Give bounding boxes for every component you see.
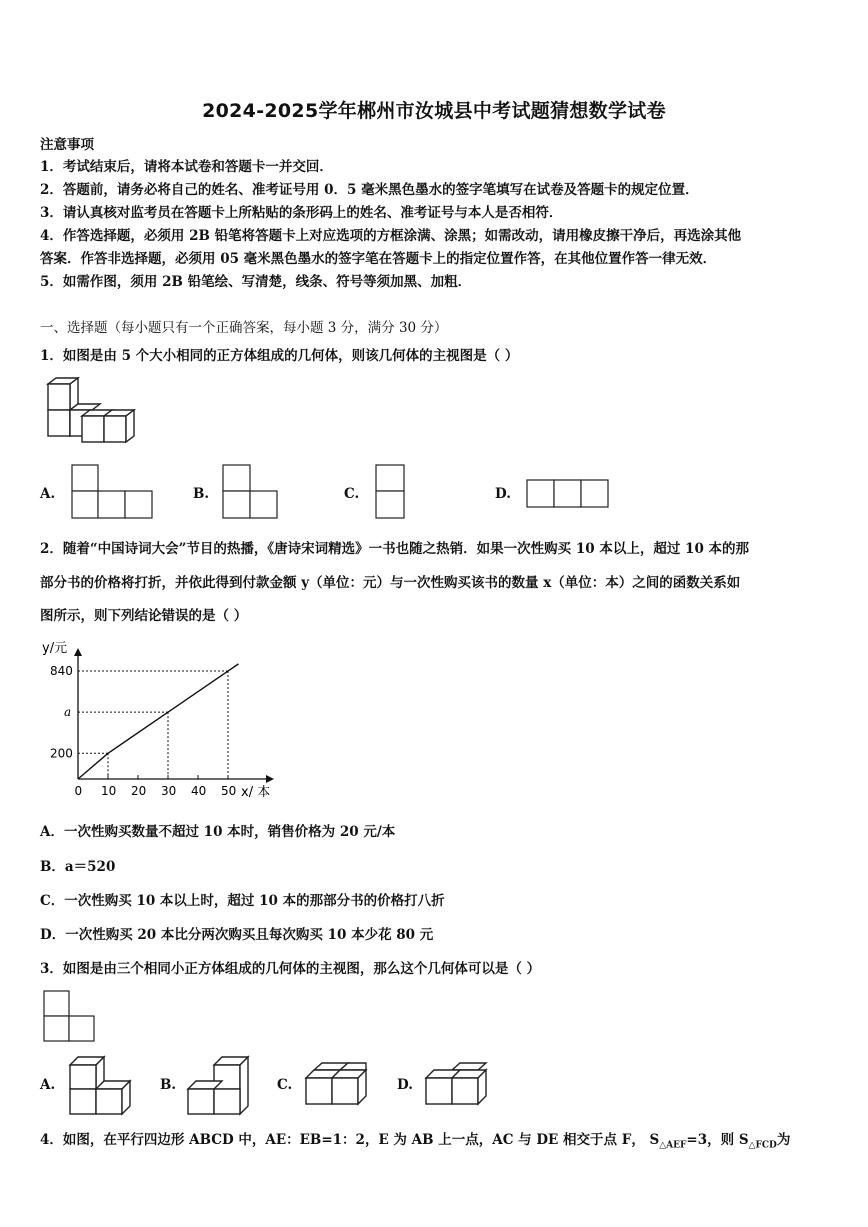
x-tick-label: 40	[191, 784, 207, 798]
y-axis-label: y/元	[42, 641, 68, 656]
page-title: 2024-2025学年郴州市汝城县中考试题猜想数学试卷	[202, 100, 666, 122]
q1-option-a-label: A.	[40, 486, 56, 502]
notice-item-5: 5．如需作图，须用 2B 铅笔绘、写清楚，线条、符号等须加黑、加粗．	[40, 274, 472, 290]
q2-stem-line-1: 2．随着“中国诗词大会”节目的热播，《唐诗宋词精选》一书也随之热销．如果一次性购买 10 本以上，超过 10 本的那	[40, 541, 750, 557]
x-tick-label: 30	[161, 784, 177, 798]
q3-option-d-figure	[424, 1062, 494, 1108]
q1-stem: 1．如图是由 5 个大小相同的正方体组成的几何体，则该几何体的主视图是（ ）	[40, 348, 519, 364]
section-heading: 一、选择题（每小题只有一个正确答案，每小题 3 分，满分 30 分）	[40, 320, 448, 336]
q3-option-c-label: C.	[277, 1077, 293, 1093]
q3-option-b-figure	[186, 1053, 252, 1117]
x-tick-label: 50	[221, 784, 237, 798]
q4-stem	[40, 1128, 790, 1151]
y-tick-label: a	[64, 705, 72, 720]
q4-sub-fcd: △FCD	[748, 1140, 777, 1151]
x-tick-label: 0	[74, 784, 83, 798]
q3-option-a-label: A.	[40, 1077, 56, 1093]
q3-option-b-label: B.	[160, 1077, 177, 1093]
q2-option-a: A．一次性购买数量不超过 10 本时，销售价格为 20 元/本	[40, 824, 396, 840]
q2-stem-line-2: 部分书的价格将打折，并依此得到付款金额 y（单位：元）与一次性购买该书的数量 x（单位：本）之间的函数关系如	[40, 575, 741, 591]
q4-stem-part-a: 4．如图，在平行四边形 ABCD 中，AE：EB=1：2，E 为 AB 上一点，AC 与 DE 相交于点 F， S	[40, 1132, 660, 1148]
q1-option-a-figure	[71, 464, 155, 520]
notice-heading: 注意事项	[40, 137, 94, 153]
q3-option-a-figure	[68, 1053, 134, 1117]
notice-item-4: 4．作答选择题，必须用 2B 铅笔将答题卡上对应选项的方框涂满、涂黑；如需改动，请用橡皮擦干净后，再选涂其他	[40, 228, 742, 244]
q2-option-c: C．一次性购买 10 本以上时，超过 10 本的那部分书的价格打八折	[40, 893, 445, 909]
q2-function-graph	[40, 636, 280, 810]
q1-solid-figure	[44, 376, 136, 446]
q4-sub-aef: △AEF	[659, 1140, 687, 1151]
q2-stem-line-3: 图所示，则下列结论错误的是（ ）	[40, 608, 248, 624]
notice-item-1: 1．考试结束后，请将本试卷和答题卡一并交回．	[40, 159, 333, 175]
q3-front-view-figure	[43, 990, 97, 1044]
q3-stem: 3．如图是由三个相同小正方体组成的几何体的主视图，那么这个几何体可以是（ ）	[40, 961, 541, 977]
q1-option-b-figure	[222, 464, 280, 520]
x-tick-label: 10	[101, 784, 117, 798]
q4-stem-part-b: =3，则 S	[686, 1132, 749, 1148]
series-line	[78, 664, 239, 779]
notice-item-3: 3．请认真核对监考员在答题卡上所粘贴的条形码上的姓名、准考证号与本人是否相符．	[40, 205, 563, 221]
x-tick-label: 20	[131, 784, 147, 798]
q3-option-c-figure	[304, 1062, 370, 1108]
q1-option-d-label: D.	[495, 486, 511, 502]
y-tick-label: 840	[50, 664, 73, 679]
y-axis-arrow	[74, 648, 82, 656]
q4-stem-part-c: 为	[776, 1132, 791, 1148]
q1-option-b-label: B.	[193, 486, 210, 502]
q1-option-c-figure	[375, 464, 407, 520]
x-axis-arrow	[266, 775, 274, 783]
notice-item-4-cont: 答案．作答非选择题，必须用 05 毫米黑色墨水的签字笔在答题卡上的指定位置作答，在其他位置作答一律无效．	[40, 251, 717, 267]
q2-option-d: D．一次性购买 20 本比分两次购买且每次购买 10 本少花 80 元	[40, 927, 434, 943]
q1-option-d-figure	[526, 479, 612, 509]
notice-item-2: 2．答题前，请务必将自己的姓名、准考证号用 0．5 毫米黑色墨水的签字笔填写在试卷及答题卡的规定位置．	[40, 182, 699, 198]
x-axis-label: x/ 本	[241, 785, 271, 800]
q2-option-b: B．a＝520	[40, 859, 116, 875]
q1-option-c-label: C.	[344, 486, 360, 502]
q3-option-d-label: D.	[397, 1077, 413, 1093]
y-tick-label: 200	[50, 746, 73, 761]
